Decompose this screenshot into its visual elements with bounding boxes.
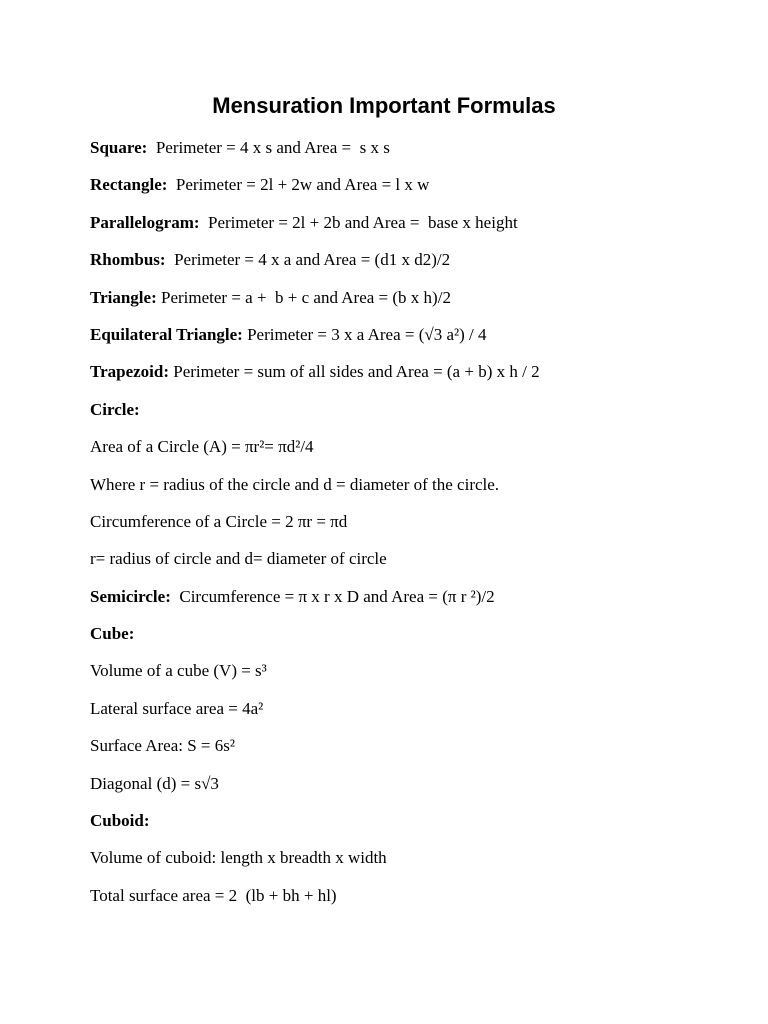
formula-line	[90, 731, 730, 768]
formula-line	[90, 432, 730, 469]
formula-text: Perimeter = sum of all sides and Area = (a + b) x h / 2	[169, 362, 540, 382]
formula-line	[90, 769, 730, 806]
formula-text: Perimeter = a + b + c and Area = (b x h)/2	[156, 287, 451, 307]
formula-label: Rectangle:	[90, 175, 168, 195]
formula-line	[90, 544, 730, 581]
formula-line	[90, 694, 730, 731]
formula-line	[90, 806, 730, 843]
formula-label: Square:	[90, 138, 148, 157]
formula-text: Surface Area: S = 6s²	[90, 736, 235, 756]
formula-text: Circumference of a Circle = 2 πr = πd	[90, 511, 348, 531]
formula-line	[90, 619, 730, 656]
formula-text: Volume of cuboid: length x breadth x width	[90, 848, 387, 868]
formula-line	[90, 881, 730, 918]
formula-line	[90, 170, 730, 207]
formula-text: r= radius of circle and d= diameter of circle	[90, 549, 387, 569]
formula-line	[90, 843, 730, 880]
formula-text: Perimeter = 2l + 2b and Area = base x height	[199, 212, 518, 232]
formula-line	[90, 395, 730, 432]
formula-label: Cube:	[90, 624, 135, 644]
formula-text: Lateral surface area = 4a²	[90, 698, 264, 718]
formula-text: Circumference = π x r x D and Area = (π r ²)/2	[170, 586, 495, 606]
formula-line	[90, 133, 730, 170]
formula-line	[90, 507, 730, 544]
formula-line	[90, 208, 730, 245]
formula-label: Parallelogram:	[90, 212, 200, 232]
formula-text: Perimeter = 2l + 2w and Area = l x w	[167, 175, 430, 195]
formula-label: Equilateral Triangle:	[90, 324, 243, 344]
formula-label: Triangle:	[90, 287, 157, 307]
formula-label: Circle:	[90, 399, 140, 419]
formula-text: Area of a Circle (A) = πr²= πd²/4	[90, 437, 314, 457]
formula-line	[90, 470, 730, 507]
formula-line	[90, 582, 730, 619]
formula-label: Trapezoid:	[90, 362, 170, 382]
formula-line	[90, 283, 730, 320]
formula-list	[90, 133, 730, 918]
formula-label: Semicircle:	[90, 586, 171, 606]
formula-text: Perimeter = 4 x s and Area = s x s	[147, 138, 390, 157]
page-title: Mensuration Important Formulas	[212, 93, 556, 118]
formula-label: Cuboid:	[90, 811, 150, 831]
formula-text: Where r = radius of the circle and d = diameter of the circle.	[90, 474, 500, 494]
formula-line	[90, 245, 730, 282]
formula-text: Total surface area = 2 (lb + bh + hl)	[90, 885, 337, 905]
formula-line	[90, 357, 730, 394]
formula-text: Perimeter = 4 x a and Area = (d1 x d2)/2	[165, 250, 451, 270]
formula-text: Diagonal (d) = s√3	[90, 773, 219, 793]
formula-label: Rhombus:	[90, 250, 166, 270]
formula-line	[90, 656, 730, 693]
formula-line	[90, 320, 730, 357]
formula-text: Volume of a cube (V) = s³	[90, 661, 267, 681]
formula-text: Perimeter = 3 x a Area = (√3 a²) / 4	[242, 324, 487, 344]
